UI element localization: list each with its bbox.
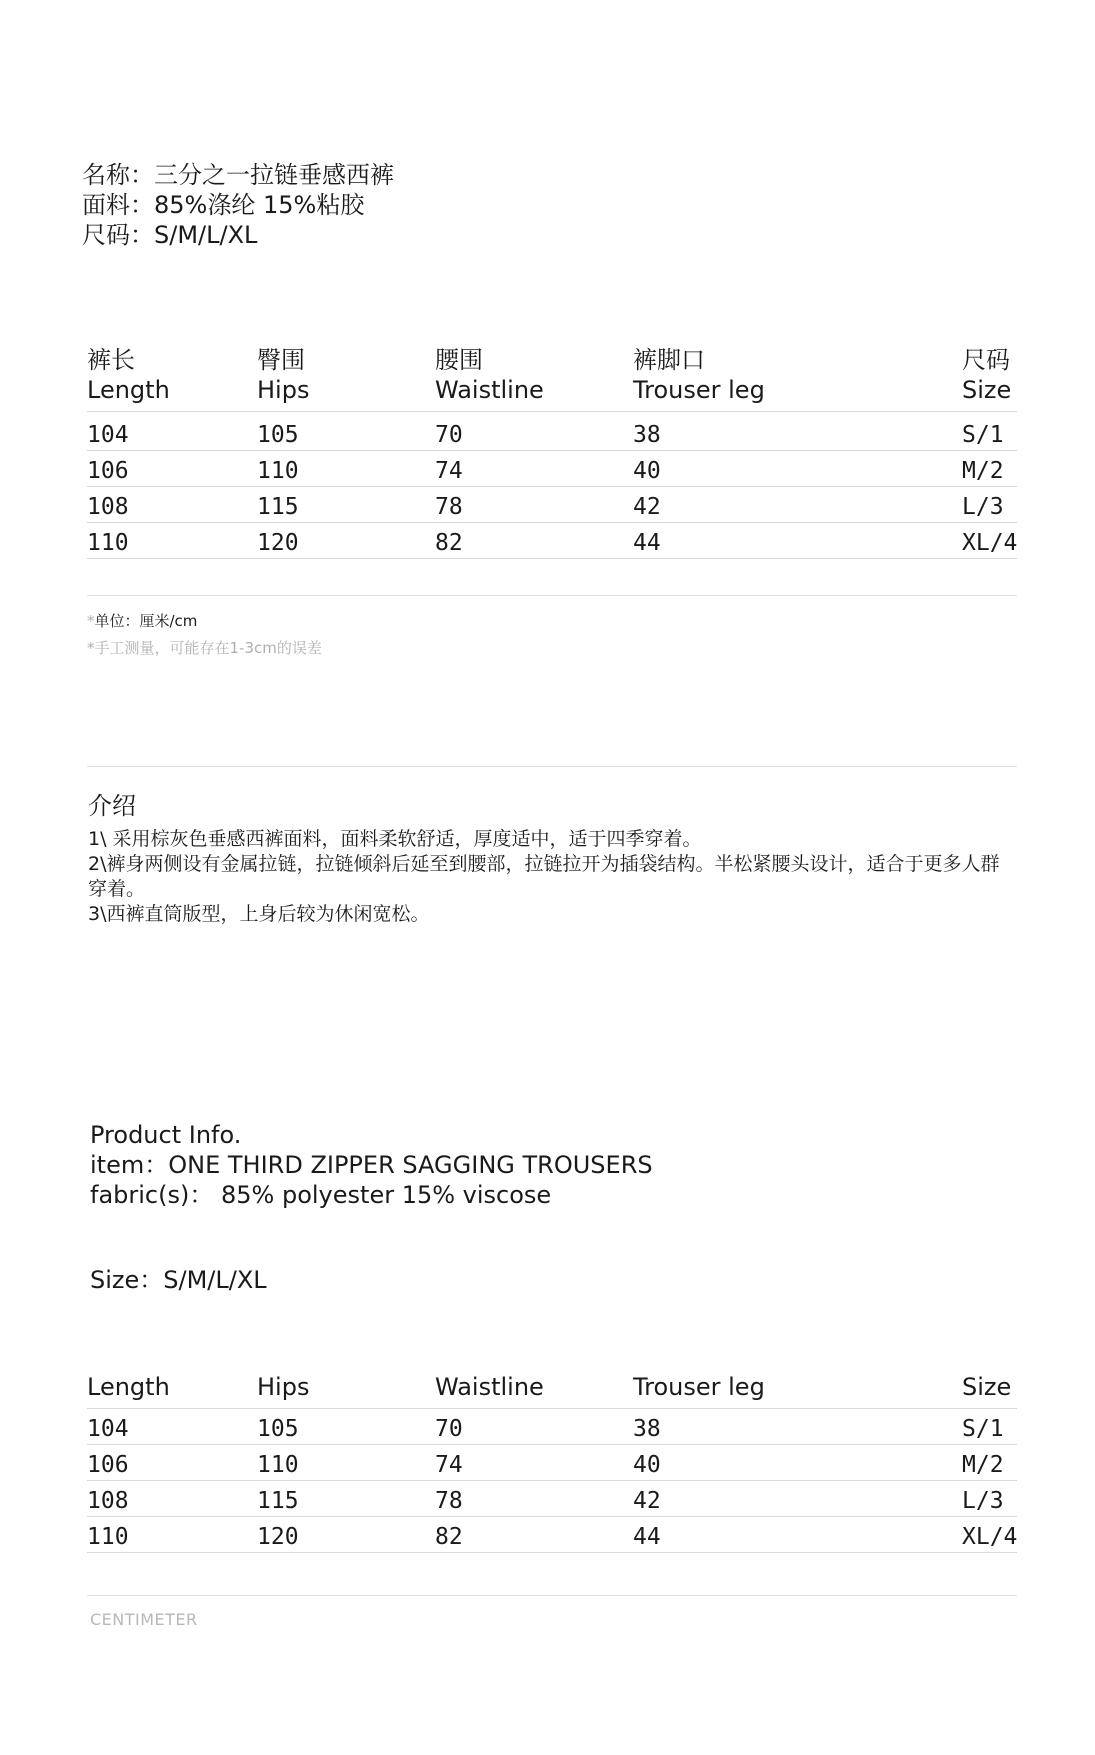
table-row: 104 105 70 38 S/1 <box>87 415 1017 451</box>
cn-fabric-value: 85%涤纶 15%粘胶 <box>154 191 365 219</box>
en-table-header <box>87 1372 1017 1409</box>
en-item-value: ONE THIRD ZIPPER SAGGING TROUSERS <box>168 1151 653 1179</box>
cn-name-line <box>82 160 394 190</box>
cn-header-trouser-leg: 裤脚口 Trouser leg <box>633 346 765 404</box>
en-fabric-line <box>90 1180 551 1210</box>
en-header-waistline: Waistline <box>435 1373 544 1401</box>
en-size-table <box>87 1372 1017 1553</box>
intro-title: 介绍 <box>88 792 136 820</box>
intro-paragraph-2: 2\裤身两侧设有金属拉链，拉链倾斜后延至到腰部，拉链拉开为插袋结构。半松紧腰头设计，适合于更多人群穿着。 <box>88 853 1000 900</box>
cn-fabric-label: 面料： <box>82 191 154 219</box>
en-item-line <box>90 1150 653 1180</box>
cn-header-divider <box>87 411 1017 412</box>
cn-table-header <box>87 345 1017 415</box>
centimeter-note: CENTIMETER <box>90 1610 198 1629</box>
en-header-size: Size <box>962 1373 1012 1401</box>
intro-divider <box>87 766 1017 767</box>
en-fabric-label: fabric(s)： <box>90 1181 214 1209</box>
cn-name-value: 三分之一拉链垂感西裤 <box>154 161 394 189</box>
en-fabric-value: 85% polyester 15% viscose <box>221 1181 552 1209</box>
en-size-label: Size： <box>90 1266 164 1294</box>
table-row: 110 120 82 44 XL/4 <box>87 523 1017 559</box>
cn-name-label: 名称： <box>82 161 154 189</box>
intro-paragraph-3: 3\西裤直筒版型，上身后较为休闲宽松。 <box>88 903 430 925</box>
cn-header-waistline: 腰围 Waistline <box>435 346 544 404</box>
cn-size-label: 尺码： <box>82 221 154 249</box>
table-row: 106 110 74 40 M/2 <box>87 451 1017 487</box>
cn-size-table <box>87 345 1017 559</box>
notes-divider <box>87 595 1017 596</box>
table-row: 108 115 78 42 L/3 <box>87 1481 1017 1517</box>
en-header-length: Length <box>87 1373 170 1401</box>
table-row: 106 110 74 40 M/2 <box>87 1445 1017 1481</box>
cn-fabric-line <box>82 190 364 220</box>
en-header-trouser-leg: Trouser leg <box>633 1373 765 1401</box>
en-size-value: S/M/L/XL <box>163 1266 267 1294</box>
cn-size-value: S/M/L/XL <box>154 221 258 249</box>
table-row: 108 115 78 42 L/3 <box>87 487 1017 523</box>
intro-paragraph-1: 1\ 采用棕灰色垂感西裤面料，面料柔软舒适，厚度适中，适于四季穿着。 <box>88 828 702 850</box>
table-row: 104 105 70 38 S/1 <box>87 1409 1017 1445</box>
en-header-hips: Hips <box>257 1373 310 1401</box>
en-title: Product Info. <box>90 1121 242 1149</box>
unit-note: *单位：厘米/cm <box>87 612 198 630</box>
footer-divider <box>87 1595 1017 1596</box>
cn-size-line <box>82 220 257 250</box>
cn-header-length: 裤长 Length <box>87 346 170 404</box>
cn-header-hips: 臀围 Hips <box>257 346 310 404</box>
en-item-label: item： <box>90 1151 169 1179</box>
en-size-line <box>90 1265 267 1295</box>
cn-header-size: 尺码 Size <box>962 346 1012 404</box>
table-row: 110 120 82 44 XL/4 <box>87 1517 1017 1553</box>
tolerance-note: *手工测量，可能存在1-3cm的误差 <box>87 639 322 657</box>
